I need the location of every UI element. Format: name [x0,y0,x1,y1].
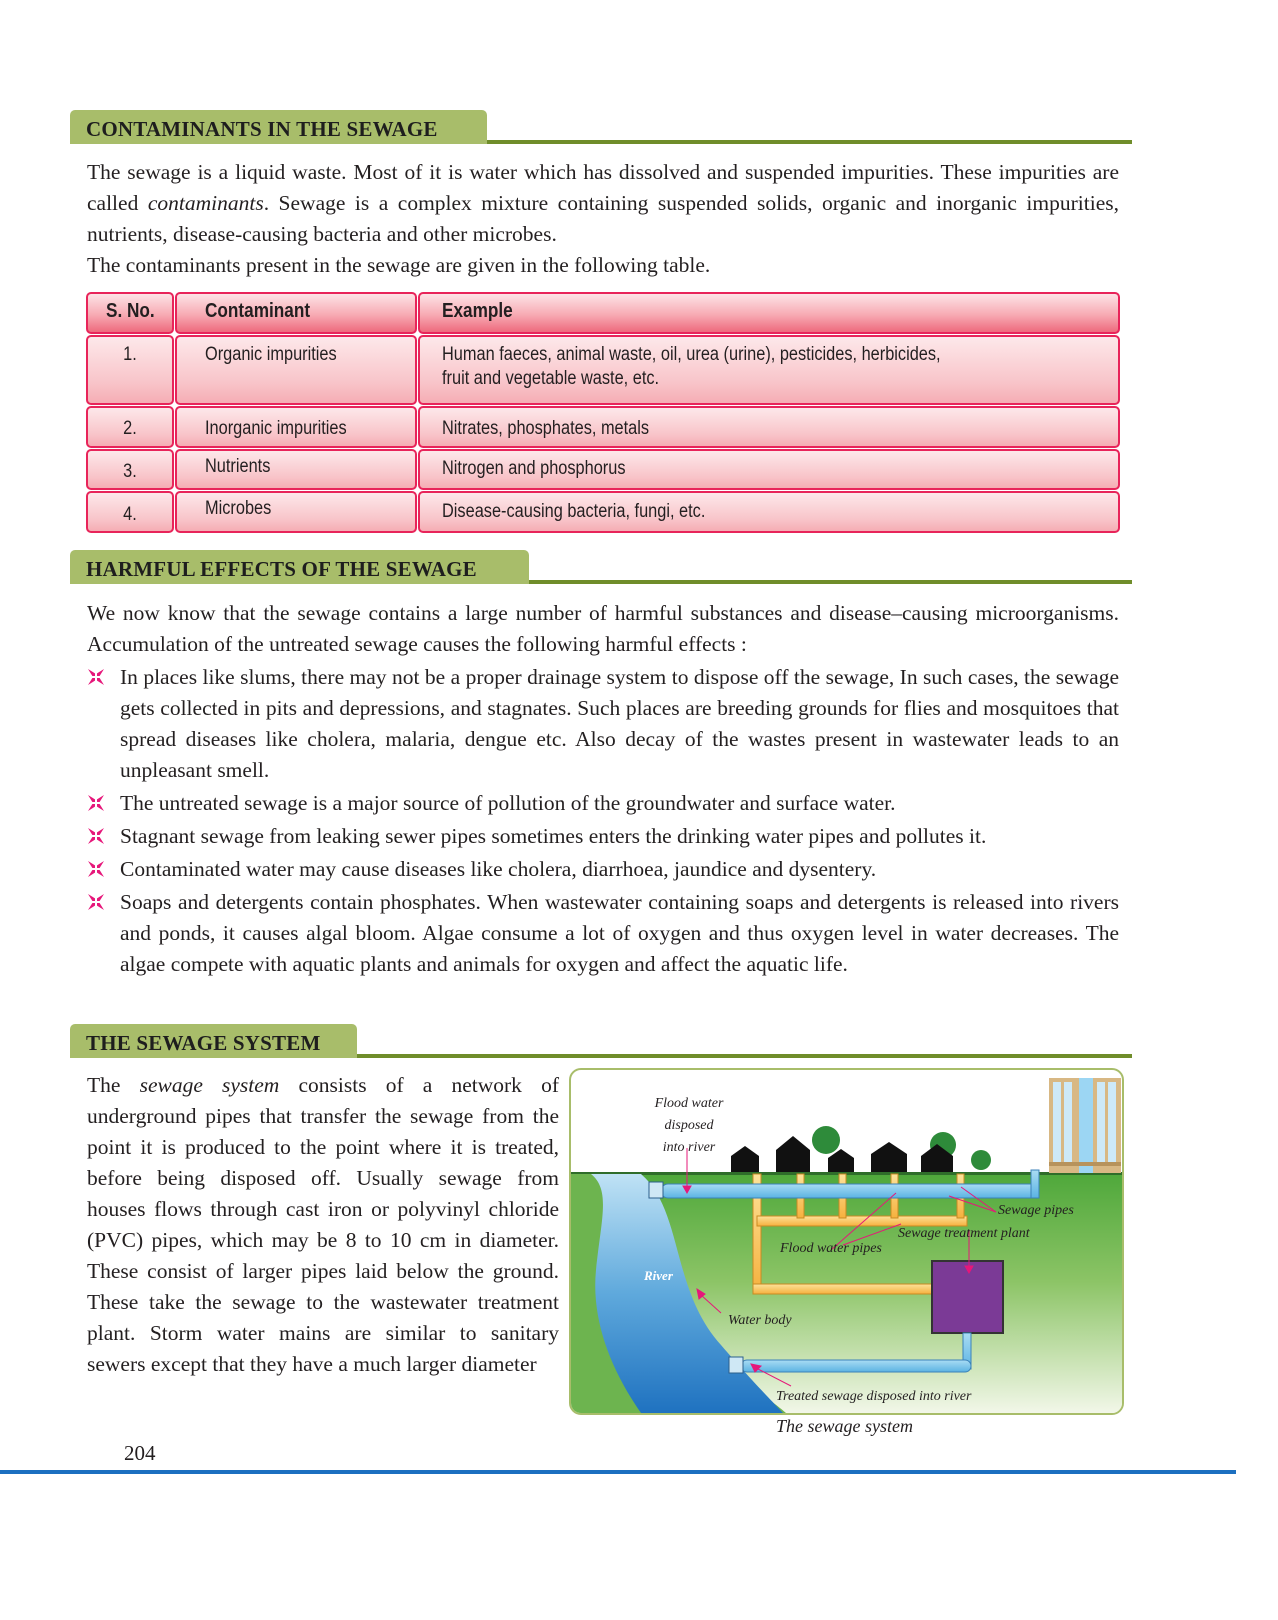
emphasis-term: contaminants [147,191,264,215]
heading-tab: THE SEWAGE SYSTEM [70,1024,357,1058]
building-icon [1049,1078,1121,1173]
maltese-cross-icon [87,893,105,911]
label-flood-pipes: Flood water pipes [780,1241,882,1256]
cell-contaminant: Nutrients [175,449,417,490]
harmful-effects-body [87,598,1119,980]
text: consists of a network of underground pipes that transfer the sewage from the point it is produced to the point where it is treated, before being disposed off. Usually sewage from houses flows through cast iron or polyvinyl chloride (PVC) pipes, which may be 8 to 10 cm in diameter. These consist of larger pipes laid below the ground. These take the sewage to the wastewater treatment plant. Storm water mains are similar to sanitary sewers except that they have a much larger diameter [87,1073,559,1376]
label-water-body: Water body [728,1313,792,1328]
bullet-text: Stagnant sewage from leaking sewer pipes sometimes enters the drinking water pipes and pollutes it. [120,824,987,848]
label-treatment-plant: Sewage treatment plant [898,1226,1030,1241]
label-flood-water: into river [662,1140,716,1155]
contaminants-intro [87,157,1119,281]
outlet-bottom [729,1357,743,1373]
label-flood-water: Flood water [654,1096,724,1111]
maltese-cross-icon [87,860,105,878]
text: The [87,1073,140,1097]
table-row [86,335,1120,405]
house-icons [731,1136,953,1172]
list-item [87,821,1119,852]
table-row [86,406,1120,448]
list-item [87,662,1119,786]
sewage-pipe-top [661,1184,1039,1198]
table-row [86,449,1120,490]
outlet-top [649,1182,663,1198]
section-heading-sewage-system [70,1024,1132,1058]
sewage-system-text [87,1070,559,1380]
cell-contaminant: Organic impurities [175,335,417,405]
text: The sewage is a liquid waste. Most of it is water which has dissolved and suspended impurities. These impurities are called [87,160,1119,215]
maltese-cross-icon [87,827,105,845]
sewage-system-diagram [571,1070,1122,1413]
list-item [87,887,1119,980]
table-header-row [86,292,1120,334]
cell-sno: 1. [86,335,174,405]
cell-example: Nitrates, phosphates, metals [418,406,1120,448]
figure-caption: The sewage system [776,1416,913,1436]
table-intro: The contaminants present in the sewage are given in the following table. [87,253,711,277]
cell-example: Disease-causing bacteria, fungi, etc. [418,491,1120,533]
heading-tab: CONTAMINANTS IN THE SEWAGE [70,110,487,144]
cell-sno: 4. [86,491,174,533]
sewage-treatment-plant [932,1261,1003,1333]
text: . Sewage is a complex mixture containing suspended solids, organic and inorganic impurities, nutrients, disease-causing bacteria and other microbes. [87,191,1119,246]
treated-pipe [741,1360,971,1372]
maltese-cross-icon [87,794,105,812]
section-heading-harmful-effects [70,550,1132,584]
label-river: River [644,1268,673,1283]
list-item [87,788,1119,819]
sewage-pipe-riser [1031,1170,1039,1198]
cell-contaminant: Microbes [175,491,417,533]
cell-contaminant: Inorganic impurities [175,406,417,448]
harmful-intro: We now know that the sewage contains a large number of harmful substances and disease–causing microorganisms. Accumulation of the untreated sewage causes the following harmful effects : [87,601,1119,656]
cell-example: Human faeces, animal waste, oil, urea (urine), pesticides, herbicides, fruit and vegetable waste, etc. [418,335,1120,405]
cell-example: Nitrogen and phosphorus [418,449,1120,490]
header-example: Example [418,292,1120,334]
label-treated-sewage: Treated sewage disposed into river [776,1389,972,1404]
section-heading-contaminants [70,110,1132,144]
label-flood-water: disposed [664,1118,714,1133]
list-item [87,854,1119,885]
bullet-text: Soaps and detergents contain phosphates. When wastewater containing soaps and detergents is released into rivers and ponds, it causes algal bloom. Algae consume a lot of oxygen and thus oxygen level in water decreases. The algae compete with aquatic plants and animals for oxygen and affect the aquatic life. [120,890,1119,976]
emphasis-term: sewage system [139,1073,280,1097]
footer-rule [0,1470,1236,1474]
bullet-text: In places like slums, there may not be a proper drainage system to dispose off the sewage, In such cases, the sewage gets collected in pits and depressions, and stagnates. Such places are breeding grounds for flies and mosquitoes that spread diseases like cholera, malaria, dengue etc. Also decay of the wastes present in wastewater leads to an unpleasant smell. [120,665,1119,782]
header-contaminant: Contaminant [175,292,417,334]
sewage-system-figure [569,1068,1124,1415]
page-number: 204 [124,1441,156,1465]
heading-tab: HARMFUL EFFECTS OF THE SEWAGE [70,550,529,584]
header-sno: S. No. [86,292,174,334]
cell-sno: 2. [86,406,174,448]
table-row [86,491,1120,533]
maltese-cross-icon [87,668,105,686]
contaminants-table [86,292,1120,534]
cell-sno: 3. [86,449,174,490]
bullet-text: The untreated sewage is a major source of pollution of the groundwater and surface water. [120,791,896,815]
label-sewage-pipes: Sewage pipes [998,1203,1074,1218]
bullet-text: Contaminated water may cause diseases like cholera, diarrhoea, jaundice and dysentery. [120,857,877,881]
